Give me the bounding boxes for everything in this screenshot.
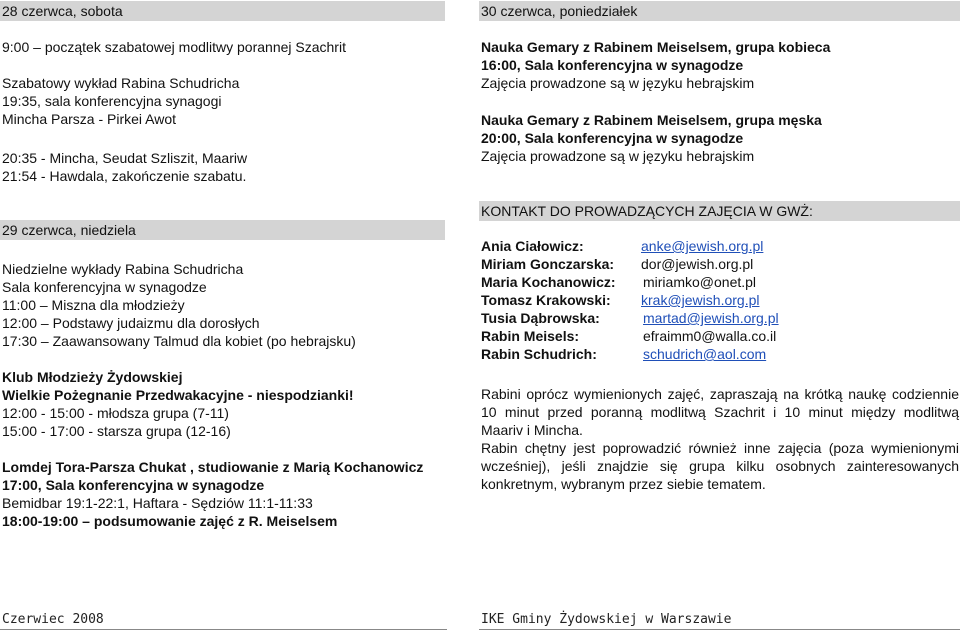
lomdej-time: 17:00, Sala konferencyjna w synagodze (2, 477, 265, 493)
lomdej-title: Lomdej Tora-Parsza Chukat , studiowanie z Marią Kochanowicz (2, 459, 424, 475)
youth-club-title: Klub Młodzieży Żydowskiej (2, 369, 183, 385)
custom-classes-paragraph: Rabin chętny jest poprowadzić również inne zajęcia (poza wymienionymi wcześniej), jeśli znajdzie się grupa kilku osobnych zainteresowanych konkretnym, wybranym przez siebie tematem. (481, 440, 959, 492)
sunday-item-3: 17:30 – Zaawansowany Talmud dla kobiet (po hebrajsku) (2, 333, 356, 349)
gemara-men-title: Nauka Gemary z Rabinem Meiselsem, grupa męska (481, 112, 822, 128)
contact-section (479, 200, 960, 221)
youth-club-younger: 12:00 - 15:00 - młodsza grupa (7-11) (2, 405, 229, 421)
gemara-men-time: 20:00, Sala konferencyjna w synagodze (481, 130, 744, 146)
gemara-men-block (481, 111, 822, 165)
lomdej-summary: 18:00-19:00 – podsumowanie zajęć z R. Meiselsem (2, 513, 338, 529)
contact-email: efraimm0@walla.co.il (643, 328, 777, 344)
gemara-women-language: Zajęcia prowadzone są w języku hebrajskim (481, 75, 755, 91)
lomdej-readings: Bemidbar 19:1-22:1, Haftara - Sędziów 11:1-11:33 (2, 495, 313, 511)
saturday-header: 28 czerwca, sobota (0, 1, 445, 21)
contact-header: KONTAKT DO PROWADZĄCYCH ZAJĘCIA W GWŻ: (479, 201, 960, 221)
sunday-lectures-title: Niedzielne wykłady Rabina Schudricha (2, 261, 244, 277)
saturday-havdalah: 21:54 - Hawdala, zakończenie szabatu. (2, 168, 247, 184)
saturday-lecture-block (2, 74, 239, 128)
footer-organization: IKE Gminy Żydowskiej w Warszawie (481, 612, 732, 627)
sunday-item-1: 11:00 – Miszna dla młodzieży (2, 297, 185, 313)
gemara-women-title: Nauka Gemary z Rabinem Meiselsem, grupa kobieca (481, 39, 831, 55)
contact-name: Rabin Schudrich: (481, 346, 597, 362)
saturday-evening-block (2, 149, 247, 185)
contact-email: dor@jewish.org.pl (641, 256, 754, 272)
contact-name: Rabin Meisels: (481, 328, 580, 344)
youth-club-event: Wielkie Pożegnanie Przedwakacyjne - niespodzianki! (2, 387, 354, 403)
saturday-lecture-topic: Mincha Parsza - Pirkei Awot (2, 111, 177, 127)
daily-study-paragraph: Rabini oprócz wymienionych zajęć, zapraszają na krótką naukę codziennie 10 minut przed poranną modlitwą Szachrit i 10 minut między modlitwą Maariv i Mincha. (481, 386, 959, 438)
sunday-location: Sala konferencyjna w synagodze (2, 279, 207, 295)
gemara-women-time: 16:00, Sala konferencyjna w synagodze (481, 57, 744, 73)
contact-emails (0, 237, 960, 363)
contact-name: Miriam Gonczarska: (481, 256, 615, 272)
saturday-lecture-title: Szabatowy wykład Rabina Schudricha (2, 75, 240, 91)
contact-email-link[interactable]: krak@jewish.org.pl (641, 292, 760, 308)
contact-name: Tusia Dąbrowska: (481, 310, 600, 326)
contact-email-link[interactable]: schudrich@aol.com (643, 346, 767, 362)
contact-email: miriamko@onet.pl (643, 274, 757, 290)
saturday-block (2, 38, 346, 56)
right-column (479, 0, 960, 21)
left-column (0, 0, 445, 21)
saturday-shacharit: 9:00 – początek szabatowej modlitwy porannej Szachrit (2, 39, 346, 55)
sunday-item-2: 12:00 – Podstawy judaizmu dla dorosłych (2, 315, 260, 331)
youth-club-block (2, 368, 354, 440)
saturday-mincha: 20:35 - Mincha, Seudat Szliszit, Maariw (2, 150, 248, 166)
saturday-lecture-time: 19:35, sala konferencyjna synagogi (2, 93, 222, 109)
contact-email-link[interactable]: anke@jewish.org.pl (641, 238, 764, 254)
gemara-men-language: Zajęcia prowadzone są w języku hebrajskim (481, 148, 755, 164)
lomdej-tora-block (2, 458, 423, 530)
contact-email-link[interactable]: martad@jewish.org.pl (643, 310, 779, 326)
gemara-women-block (481, 38, 830, 92)
contact-name: Maria Kochanowicz: (481, 274, 616, 290)
sunday-header: 29 czerwca, niedziela (0, 220, 445, 240)
monday-header: 30 czerwca, poniedziałek (479, 1, 960, 21)
youth-club-older: 15:00 - 17:00 - starsza grupa (12-16) (2, 423, 231, 439)
contact-name: Tomasz Krakowski: (481, 292, 611, 308)
contact-name: Ania Ciałowicz: (481, 238, 584, 254)
footer-date: Czerwiec 2008 (2, 612, 104, 627)
